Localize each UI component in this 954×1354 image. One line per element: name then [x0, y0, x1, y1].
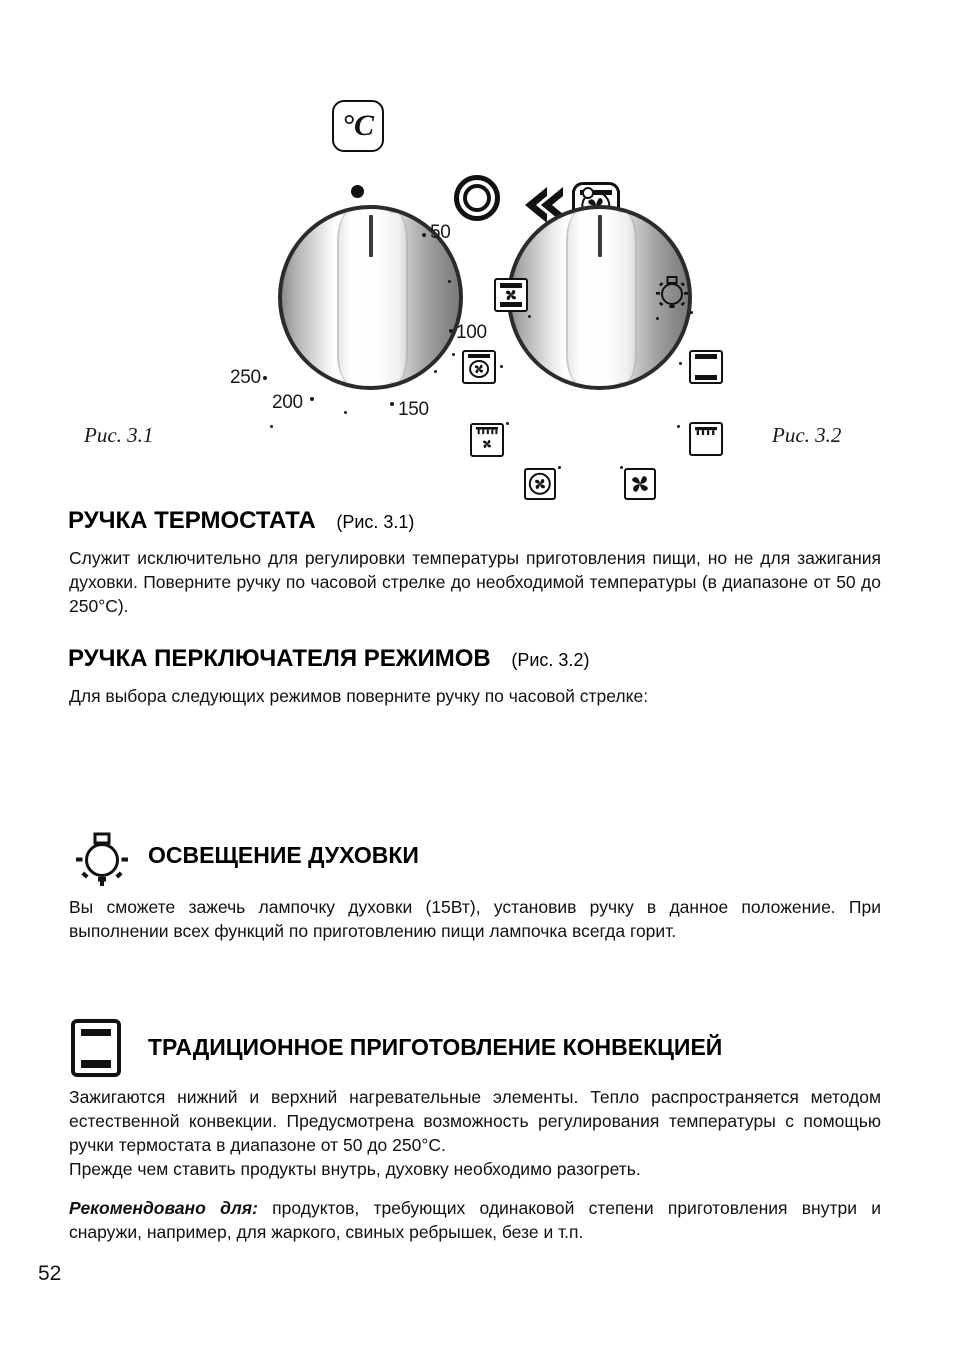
- paragraph-conventional-1: Зажигаются нижний и верхний нагревательные элементы. Тепло распространяется методом естественной конвекции. Предусмотрена возможность регулирования температуры с помощью ручки термостата в диапазоне от 50 до 250°С.: [69, 1087, 881, 1155]
- oven-light-bulb-icon: [651, 275, 693, 313]
- grill-element-icon: [689, 422, 723, 456]
- thermostat-tick-100: 100: [456, 322, 487, 343]
- oven-top-bottom-heat-icon: [71, 1019, 121, 1077]
- knob-grip: [337, 213, 408, 382]
- conventional-top-bottom-heat-icon: [689, 350, 723, 384]
- paragraph-thermostat-description: Служит исключительно для регулировки температуры приготовления пищи, но не для зажигания духовки. Поверните ручку по часовой стрелке до необходимой температуры (в диапазоне от 50 до 250°С).: [69, 548, 881, 616]
- mode-tick-dot-6: [677, 425, 680, 428]
- heading-thermostat-fig-ref: (Рис. 3.1): [336, 512, 415, 532]
- knob-grip: [566, 213, 637, 382]
- thermostat-tick-dot-75: [448, 280, 451, 283]
- heading-mode-knob-text: РУЧКА ПЕРКЛЮЧАТЕЛЯ РЕЖИМОВ: [68, 645, 491, 672]
- grill-with-fan-icon: [470, 423, 504, 457]
- heading-thermostat-knob-text: РУЧКА ТЕРМОСТАТА: [68, 507, 316, 534]
- figure-caption-3-1: Рис. 3.1: [84, 423, 154, 447]
- paragraph-conventional-2: Прежде чем ставить продукты внутрь, духовку необходимо разогреть.: [69, 1159, 641, 1179]
- light-bulb-icon: [70, 831, 134, 889]
- thermostat-tick-dot-225: [270, 425, 273, 428]
- mode-tick-dot-3: [506, 422, 509, 425]
- mode-title-oven-light: ОСВЕЩЕНИЕ ДУХОВКИ: [148, 842, 419, 868]
- control-panel-figure: [0, 70, 954, 460]
- concentric-rings-inner-icon: [463, 184, 491, 212]
- paragraph-recommendation: [69, 1196, 881, 1244]
- thermostat-tick-dot-100: [449, 329, 453, 333]
- mode-tick-dot-1: [528, 315, 531, 318]
- fan-circle-icon: [462, 350, 496, 384]
- thermostat-tick-dot-150: [390, 402, 394, 406]
- mode-tick-dot-2: [500, 365, 503, 368]
- fan-with-top-heat-icon: [494, 278, 528, 312]
- page-number: 52: [38, 1262, 62, 1285]
- thermostat-tick-200: 200: [272, 392, 303, 413]
- mode-tick-dot-2b: [452, 353, 455, 356]
- celsius-symbol-icon: [332, 100, 384, 152]
- mode-tick-dot-5: [620, 466, 623, 469]
- heading-mode-knob: [68, 645, 589, 673]
- thermostat-tick-50: 50: [430, 222, 451, 243]
- thermostat-tick-250: 250: [230, 367, 261, 388]
- recommendation-text: продуктов, требующих одинаковой степени приготовления внутри и снаружи, например, для жаркого, свиных ребрышек, безе и т.п.: [69, 1198, 881, 1242]
- celsius-glyph: °C: [341, 109, 374, 142]
- mode-off-marker-dot: [582, 187, 594, 199]
- heading-thermostat-knob: [68, 507, 414, 535]
- mode-tick-dot-9: [690, 311, 693, 314]
- mode-tick-dot-7: [679, 362, 682, 365]
- fan-bold-icon: [624, 468, 656, 500]
- mode-tick-dot-4: [558, 466, 561, 469]
- recommendation-lead: Рекомендовано для:: [69, 1198, 258, 1218]
- paragraph-mode-description: Для выбора следующих режимов поверните ручку по часовой стрелке:: [69, 686, 649, 706]
- thermostat-tick-dot-50: [422, 233, 426, 237]
- heading-mode-fig-ref: (Рис. 3.2): [511, 650, 590, 670]
- thermostat-tick-150: 150: [398, 399, 429, 420]
- mode-title-conventional: ТРАДИЦИОННОЕ ПРИГОТОВЛЕНИЕ КОНВЕКЦИЕЙ: [148, 1034, 723, 1060]
- thermostat-tick-dot-200: [310, 397, 314, 401]
- thermostat-off-marker-dot: [351, 185, 364, 198]
- fan-boxed-icon: [524, 468, 556, 500]
- thermostat-tick-dot-250: [263, 376, 267, 380]
- paragraph-oven-light: Вы сможете зажечь лампочку духовки (15Вт), установив ручку в данное положение. При выполнении всех функций по приготовлению пищи лампочка всегда горит.: [69, 897, 881, 941]
- thermostat-tick-dot-175: [344, 411, 347, 414]
- figure-caption-3-2: Рис. 3.2: [772, 423, 842, 447]
- thermostat-tick-dot-125: [434, 370, 437, 373]
- mode-tick-dot-8: [656, 317, 659, 320]
